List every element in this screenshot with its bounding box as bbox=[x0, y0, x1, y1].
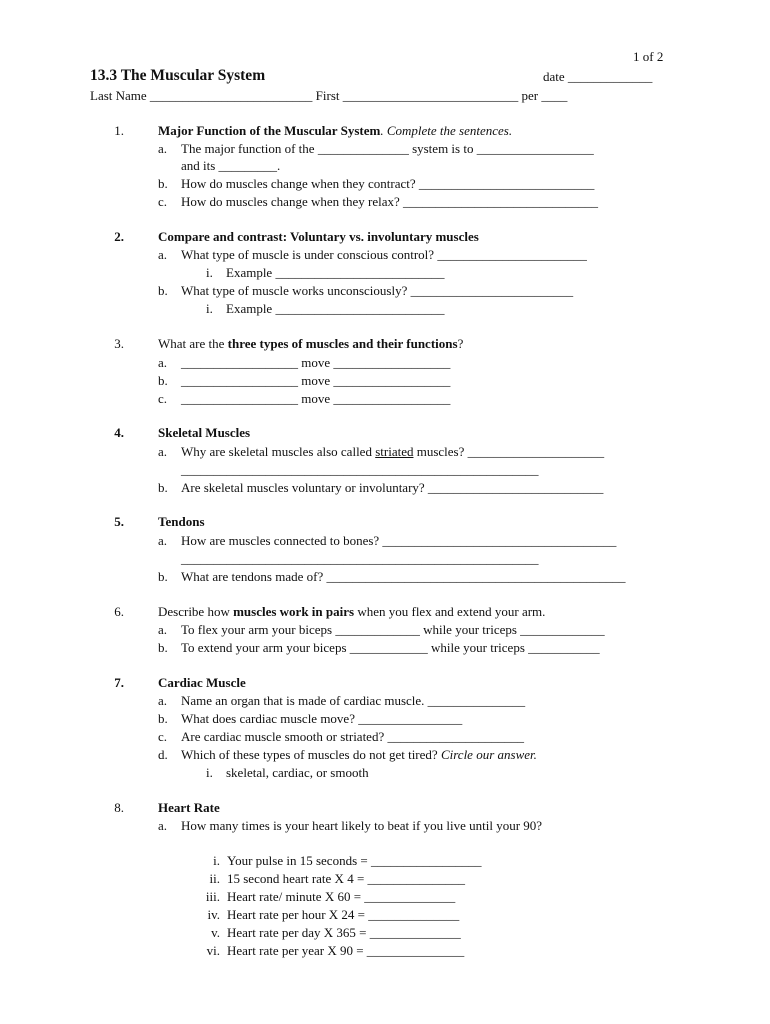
question-heading: Skeletal Muscles bbox=[158, 425, 251, 440]
question-number: 1. bbox=[114, 123, 124, 138]
step-label: vi. bbox=[206, 943, 220, 958]
question-6-prompt bbox=[158, 604, 545, 620]
question-number: 6. bbox=[114, 604, 124, 619]
item-label: a. bbox=[158, 818, 168, 833]
item-label: b. bbox=[158, 373, 168, 388]
item-text-main: Which of these types of muscles do not get tired? bbox=[181, 747, 441, 762]
prompt-lead: What are the bbox=[158, 336, 228, 351]
answer-line: _______________________________________________________ bbox=[181, 462, 539, 477]
item-text: __________________ move __________________ bbox=[181, 355, 451, 370]
prompt-emphasis: three types of muscles and their functions bbox=[227, 336, 458, 351]
item-label: c. bbox=[158, 194, 168, 209]
question-heading: Cardiac Muscle bbox=[158, 675, 246, 690]
item-text: To flex your arm your biceps _____________ while your triceps _____________ bbox=[181, 622, 605, 637]
subitem-label: i. bbox=[206, 265, 213, 280]
question-heading: Heart Rate bbox=[158, 800, 220, 815]
item-label: a. bbox=[158, 693, 168, 708]
item-text: __________________ move __________________ bbox=[181, 373, 451, 388]
step-label: iv. bbox=[207, 907, 220, 922]
subitem-label: i. bbox=[206, 765, 213, 780]
step-text: Heart rate per year X 90 = _______________ bbox=[227, 943, 465, 958]
item-label: b. bbox=[158, 283, 168, 298]
question-number: 2. bbox=[114, 229, 124, 244]
step-text: 15 second heart rate X 4 = _______________ bbox=[227, 871, 466, 886]
item-label: b. bbox=[158, 711, 168, 726]
item-label: a. bbox=[158, 141, 168, 156]
question-number: 7. bbox=[114, 675, 124, 690]
item-text: What type of muscle works unconsciously? _________________________ bbox=[181, 283, 574, 298]
step-text: Heart rate per hour X 24 = ______________ bbox=[227, 907, 460, 922]
subitem-text: Example __________________________ bbox=[226, 301, 445, 316]
step-label: ii. bbox=[209, 871, 220, 886]
subitem-text: Example __________________________ bbox=[226, 265, 445, 280]
item-text bbox=[181, 444, 604, 460]
question-heading: Major Function of the Muscular System bbox=[158, 123, 381, 138]
question-1-prompt bbox=[158, 123, 512, 139]
page-indicator: 1 of 2 bbox=[633, 49, 664, 64]
step-text: Your pulse in 15 seconds = _________________ bbox=[227, 853, 482, 868]
item-label: b. bbox=[158, 480, 168, 495]
question-number: 8. bbox=[114, 800, 124, 815]
page-title: 13.3 The Muscular System bbox=[90, 67, 266, 84]
item-label: a. bbox=[158, 533, 168, 548]
item-text: __________________ move __________________ bbox=[181, 391, 451, 406]
step-text: Heart rate/ minute X 60 = ______________ bbox=[227, 889, 456, 904]
item-text: Are skeletal muscles voluntary or involuntary? ___________________________ bbox=[181, 480, 604, 495]
item-label: a. bbox=[158, 247, 168, 262]
name-line: Last Name _________________________ First ___________________________ per ____ bbox=[90, 88, 568, 103]
item-instruction: Circle our answer. bbox=[440, 747, 537, 762]
date-field: date _____________ bbox=[543, 69, 653, 84]
prompt-lead: Describe how bbox=[158, 604, 234, 619]
subitem-label: i. bbox=[206, 301, 213, 316]
item-label: a. bbox=[158, 622, 168, 637]
item-label: c. bbox=[158, 729, 168, 744]
item-label: a. bbox=[158, 444, 168, 459]
step-label: v. bbox=[211, 925, 220, 940]
item-text: To extend your arm your biceps ____________ while your triceps ___________ bbox=[181, 640, 600, 655]
item-label: b. bbox=[158, 176, 168, 191]
question-heading: Compare and contrast: Voluntary vs. involuntary muscles bbox=[158, 229, 479, 244]
item-label: d. bbox=[158, 747, 168, 762]
prompt-tail: ? bbox=[457, 336, 464, 351]
item-text: How do muscles change when they relax? ______________________________ bbox=[181, 194, 599, 209]
prompt-emphasis: muscles work in pairs bbox=[233, 604, 355, 619]
item-text: Name an organ that is made of cardiac muscle. _______________ bbox=[181, 693, 526, 708]
question-3-prompt bbox=[158, 336, 463, 352]
step-label: iii. bbox=[205, 889, 220, 904]
step-text: Heart rate per day X 365 = ______________ bbox=[227, 925, 461, 940]
item-label: c. bbox=[158, 391, 168, 406]
prompt-tail: when you flex and extend your arm. bbox=[354, 604, 546, 619]
item-text: How many times is your heart likely to beat if you live until your 90? bbox=[181, 818, 543, 833]
item-label: a. bbox=[158, 355, 168, 370]
item-label: b. bbox=[158, 640, 168, 655]
question-heading: Tendons bbox=[158, 514, 205, 529]
question-number: 4. bbox=[114, 425, 124, 440]
item-text-pre: Why are skeletal muscles also called bbox=[181, 444, 376, 459]
item-text-post: muscles? _____________________ bbox=[413, 444, 605, 459]
answer-line: _______________________________________________________ bbox=[181, 551, 539, 566]
question-number: 3. bbox=[114, 336, 124, 351]
step-label: i. bbox=[213, 853, 220, 868]
item-text: Are cardiac muscle smooth or striated? _____________________ bbox=[181, 729, 524, 744]
item-text: What are tendons made of? ______________________________________________ bbox=[181, 569, 626, 584]
item-text: What type of muscle is under conscious control? _______________________ bbox=[181, 247, 587, 262]
item-text: How are muscles connected to bones? ____________________________________ bbox=[181, 533, 617, 548]
item-text: What does cardiac muscle move? ________________ bbox=[181, 711, 463, 726]
item-text bbox=[181, 747, 537, 763]
question-instruction: . Complete the sentences. bbox=[380, 123, 513, 138]
question-number: 5. bbox=[114, 514, 124, 529]
item-text-continued: and its _________. bbox=[181, 158, 281, 173]
item-text: The major function of the ______________ system is to __________________ bbox=[181, 141, 594, 156]
answer-choices: skeletal, cardiac, or smooth bbox=[226, 765, 369, 780]
item-label: b. bbox=[158, 569, 168, 584]
underlined-term: striated bbox=[375, 444, 414, 459]
item-text: How do muscles change when they contract? ___________________________ bbox=[181, 176, 595, 191]
